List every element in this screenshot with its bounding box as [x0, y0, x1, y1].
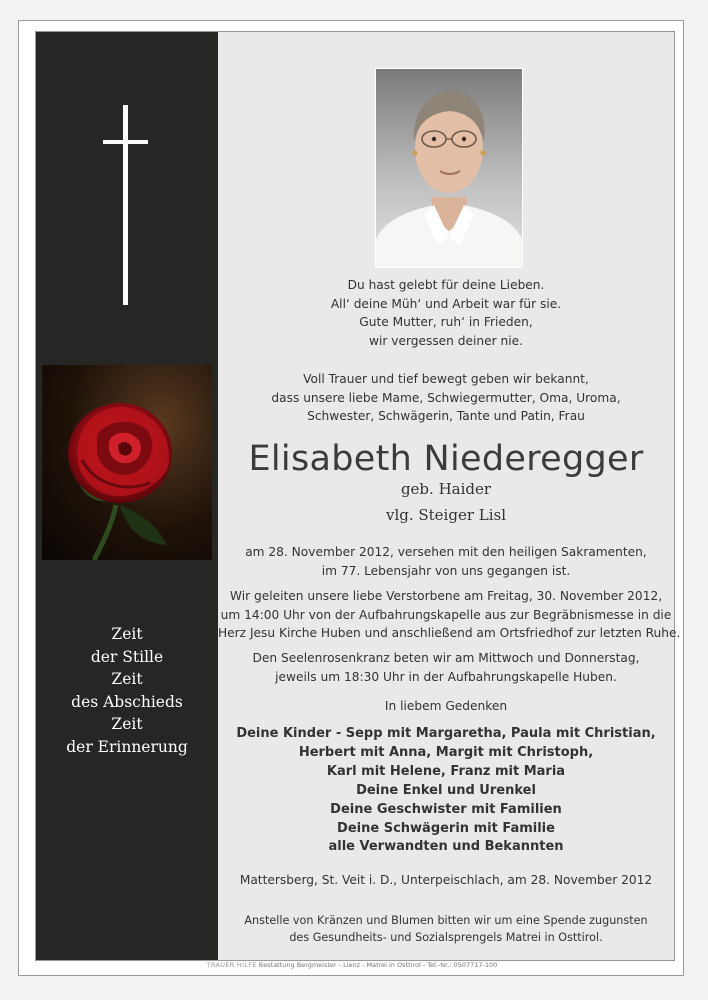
- cross-icon-bar: [103, 140, 148, 144]
- rosary-line: jeweils um 18:30 Uhr in der Aufbahrungskapelle Huben.: [275, 669, 617, 684]
- rosary-line: Den Seelenrosenkranz beten wir am Mittwoch und Donnerstag,: [252, 651, 640, 665]
- family-line: Deine Schwägerin mit Familie: [337, 820, 555, 836]
- family-line: Deine Enkel und Urenkel: [356, 782, 536, 798]
- family-list: [218, 725, 674, 857]
- poem-line: Du hast gelebt für deine Lieben.: [347, 278, 545, 292]
- announcement-line: dass unsere liebe Mame, Schwiegermutter, Oma, Uroma,: [271, 390, 621, 405]
- poem: [218, 276, 674, 350]
- rose-image: [42, 365, 212, 560]
- death-notice-line: im 77. Lebensjahr von uns gegangen ist.: [321, 563, 571, 578]
- announcement: [218, 370, 674, 426]
- donation-note: [218, 912, 674, 946]
- donation-line: des Gesundheits- und Sozialsprengels Matrei in Osttirol.: [289, 931, 603, 944]
- portrait-photo: [375, 68, 523, 268]
- verse-line: Zeit: [111, 715, 143, 734]
- death-notice-line: am 28. November 2012, versehen mit den heiligen Sakramenten,: [245, 545, 647, 559]
- verse-line: des Abschieds: [71, 692, 183, 711]
- family-line: alle Verwandten und Bekannten: [328, 839, 564, 855]
- poem-line: wir vergessen deiner nie.: [369, 333, 523, 348]
- nickname: vlg. Steiger Lisl: [385, 506, 507, 524]
- parte-page: [18, 20, 684, 976]
- maiden-name: geb. Haider: [400, 480, 492, 498]
- verse-line: der Erinnerung: [66, 737, 188, 756]
- footer-brand: TRAUER HILFE: [206, 961, 257, 969]
- family-line: Karl mit Helene, Franz mit Maria: [326, 763, 566, 779]
- verse-line: der Stille: [90, 647, 164, 666]
- family-line: Herbert mit Anna, Margit mit Christoph,: [298, 744, 594, 760]
- announcement-line: Schwester, Schwägerin, Tante und Patin, Frau: [307, 409, 585, 423]
- parte-frame: [35, 31, 681, 961]
- cross-icon: [123, 105, 128, 305]
- footer-text: Bestattung Bergmeister - Lienz - Matrei in Osttirol - Tel.-Nr.: 0507717-100: [258, 961, 498, 969]
- poem-line: Gute Mutter, ruh‘ in Frieden,: [359, 315, 533, 329]
- family-line: Deine Geschwister mit Familien: [330, 801, 562, 817]
- verse-line: Zeit: [111, 625, 143, 643]
- verse-line: Zeit: [111, 670, 143, 689]
- announcement-line: Voll Trauer und tief bewegt geben wir bekannt,: [303, 372, 589, 386]
- funeral-info: [218, 587, 681, 643]
- portrait-icon: [376, 69, 522, 267]
- funeral-line: Herz Jesu Kirche Huben und anschließend am Ortsfriedhof zur letzten Ruhe.: [218, 626, 681, 640]
- notice-content: [218, 32, 681, 960]
- footer: [19, 961, 685, 969]
- poem-line: All‘ deine Müh‘ und Arbeit war für sie.: [330, 296, 562, 311]
- rosary-info: [218, 649, 674, 686]
- sidebar-verse: [36, 623, 218, 759]
- rose-icon: [42, 365, 212, 560]
- memory-label: In liebem Gedenken: [384, 699, 508, 713]
- funeral-line: Wir geleiten unsere liebe Verstorbene am Freitag, 30. November 2012,: [229, 589, 663, 603]
- family-line: Deine Kinder - Sepp mit Margaretha, Paula mit Christian,: [236, 726, 656, 741]
- deceased-name: Elisabeth Niederegger: [248, 439, 644, 479]
- death-notice: [218, 543, 674, 580]
- funeral-line: um 14:00 Uhr von der Aufbahrungskapelle aus zur Begräbnismesse in die: [220, 607, 672, 622]
- place-date: Mattersberg, St. Veit i. D., Unterpeischlach, am 28. November 2012: [239, 873, 653, 887]
- sidebar: [36, 32, 218, 960]
- donation-line: Anstelle von Kränzen und Blumen bitten wir um eine Spende zugunsten: [244, 914, 648, 927]
